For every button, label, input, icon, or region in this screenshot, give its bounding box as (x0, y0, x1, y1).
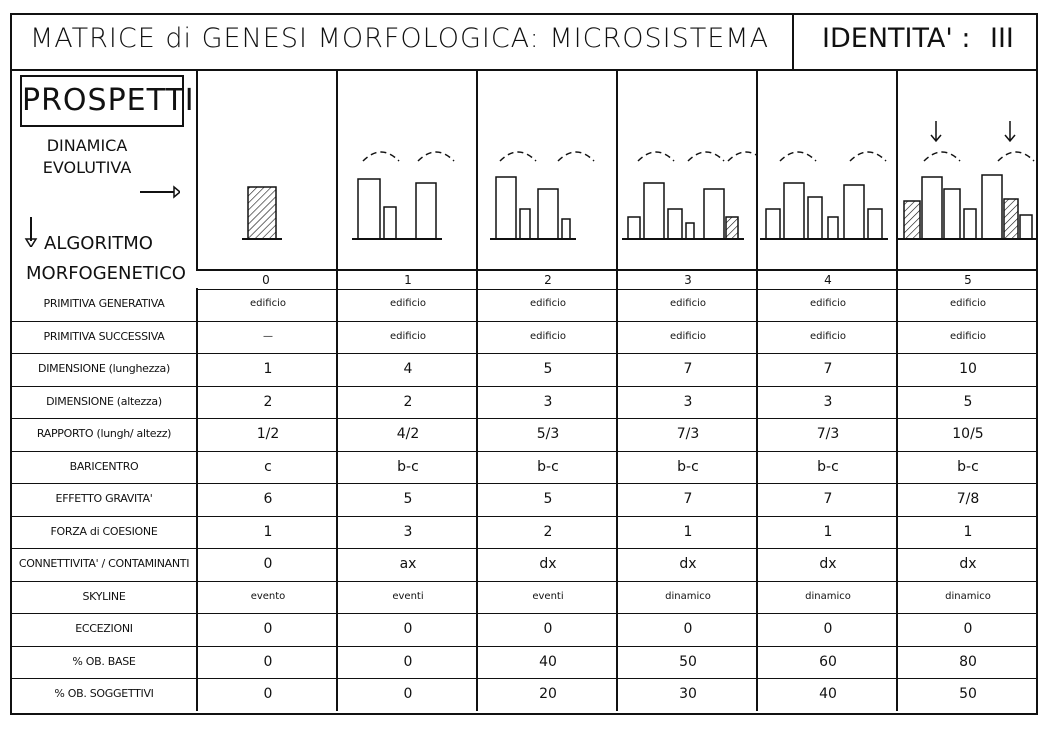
row-value-col-1: eventi (336, 581, 478, 614)
matrix-row (12, 483, 1036, 517)
row-value-col-3: edificio (616, 288, 758, 321)
matrix-row (12, 678, 1036, 711)
row-value-col-2: 20 (476, 678, 618, 711)
matrix-row (12, 386, 1036, 420)
gravity-arc (780, 152, 816, 161)
row-value-col-0: 1 (196, 353, 338, 386)
row-label: PRIMITIVA SUCCESSIVA (43, 329, 165, 343)
row-value-col-0: 0 (196, 646, 338, 679)
row-value-col-4: edificio (756, 321, 898, 354)
row-label: PRIMITIVA GENERATIVA (43, 297, 165, 310)
skyline-drawing-2 (478, 69, 618, 269)
building-2 (944, 189, 960, 239)
row-value-col-2: edificio (476, 321, 618, 354)
building-4 (982, 175, 1002, 239)
skyline-drawing-3 (618, 69, 758, 269)
row-label: RAPPORTO (lungh/ altezz) (36, 427, 172, 440)
building-0 (904, 201, 920, 239)
building-1 (922, 177, 942, 239)
building-0 (248, 187, 276, 239)
building-0 (358, 179, 380, 239)
row-value-col-0: 0 (196, 678, 338, 711)
row-value-col-0: 6 (196, 483, 338, 516)
row-label: % OB. BASE (72, 654, 136, 668)
row-value-col-5: dinamico (896, 581, 1038, 614)
gravity-arc (418, 152, 454, 161)
row-value-col-1: edificio (336, 288, 478, 321)
row-value-col-4: b-c (756, 451, 898, 484)
building-3 (562, 219, 570, 239)
building-4 (704, 189, 724, 239)
matrix-row (12, 321, 1036, 355)
building-2 (416, 183, 436, 239)
dinamica-line2: EVOLUTIVA (42, 158, 132, 177)
row-value-col-2: eventi (476, 581, 618, 614)
row-label: ECCEZIONI (75, 622, 133, 635)
building-5 (1004, 199, 1018, 239)
gravity-arc (728, 152, 758, 161)
row-value-col-3: 0 (616, 613, 758, 646)
building-1 (384, 207, 396, 239)
skyline-drawing-0 (198, 69, 338, 269)
skyline-sketch-5 (896, 69, 1038, 269)
row-value-col-0: 2 (196, 386, 338, 419)
building-5 (726, 217, 738, 239)
column-number-2: 2 (476, 271, 618, 289)
row-value-col-4: 40 (756, 678, 898, 711)
row-value-col-0: — (196, 321, 338, 354)
column-number-0: 0 (262, 273, 270, 287)
row-value-col-4: 1 (756, 516, 898, 549)
building-0 (628, 217, 640, 239)
matrix-row (12, 353, 1036, 387)
row-value-col-5: 0 (896, 613, 1038, 646)
row-value-col-5: 5 (896, 386, 1038, 419)
row-value-col-1: edificio (336, 321, 478, 354)
row-value-col-5: 50 (896, 678, 1038, 711)
row-value-col-5: 10 (896, 353, 1038, 386)
skyline-drawing-5 (898, 69, 1038, 269)
identity-box (792, 15, 1038, 69)
row-value-col-2: b-c (476, 451, 618, 484)
row-value-col-4: 7 (756, 483, 898, 516)
row-value-col-5: edificio (896, 321, 1038, 354)
row-value-col-3: 1 (616, 516, 758, 549)
skyline-drawing-1 (338, 69, 478, 269)
gravity-arc (924, 152, 960, 161)
gravity-arc (688, 152, 724, 161)
row-value-col-1: 0 (336, 678, 478, 711)
row-value-col-0: 1 (196, 516, 338, 549)
gravity-arc (998, 152, 1034, 161)
row-value-col-2: dx (476, 548, 618, 581)
row-value-col-3: 7 (616, 353, 758, 386)
matrix-row (12, 613, 1036, 647)
skyline-sketch-1 (336, 69, 478, 269)
dinamica-evolutiva-label (12, 135, 162, 179)
gravity-arc (638, 152, 674, 161)
building-0 (496, 177, 516, 239)
column-number-row (196, 269, 1036, 290)
row-value-col-2: 40 (476, 646, 618, 679)
row-value-col-5: 1 (896, 516, 1038, 549)
column-number-4: 4 (756, 271, 898, 289)
row-label: DIMENSIONE (lunghezza) (38, 362, 170, 375)
row-value-col-4: 60 (756, 646, 898, 679)
row-label: FORZA di COESIONE (50, 524, 158, 538)
building-1 (644, 183, 664, 239)
row-value-col-2: 2 (476, 516, 618, 549)
row-value-col-2: 5 (476, 353, 618, 386)
gravity-arc (558, 152, 594, 161)
row-value-col-3: 7 (616, 483, 758, 516)
row-value-col-1: 0 (336, 613, 478, 646)
skyline-drawing-4 (758, 69, 898, 269)
building-2 (808, 197, 822, 239)
title-row (12, 15, 1036, 71)
row-label: CONNETTIVITA' / CONTAMINANTI (18, 557, 190, 570)
row-value-col-1: ax (336, 548, 478, 581)
arrow-right-icon (140, 185, 180, 199)
row-value-col-0: 1/2 (196, 418, 338, 451)
row-value-col-1: b-c (336, 451, 478, 484)
row-value-col-4: dinamico (756, 581, 898, 614)
row-value-col-4: 0 (756, 613, 898, 646)
building-1 (520, 209, 530, 239)
building-4 (844, 185, 864, 239)
row-value-col-5: b-c (896, 451, 1038, 484)
row-value-col-1: 0 (336, 646, 478, 679)
building-3 (686, 223, 694, 239)
row-label: EFFETTO GRAVITA' (55, 492, 153, 505)
row-label: BARICENTRO (69, 459, 139, 473)
row-label: DIMENSIONE (altezza) (46, 394, 162, 408)
algoritmo-label (22, 229, 192, 289)
row-value-col-1: 4/2 (336, 418, 478, 451)
matrix-row (12, 646, 1036, 680)
matrix-row (12, 516, 1036, 550)
algoritmo-line2: MORFOGENETICO (26, 263, 186, 284)
building-3 (828, 217, 838, 239)
down-arrow-icon (1005, 121, 1015, 141)
row-value-col-3: dx (616, 548, 758, 581)
down-arrow-icon (931, 121, 941, 141)
matrix-row (12, 288, 1036, 322)
column-number-3: 3 (616, 271, 758, 289)
row-value-col-0: 0 (196, 548, 338, 581)
row-label: % OB. SOGGETTIVI (54, 687, 154, 700)
row-value-col-1: 3 (336, 516, 478, 549)
row-value-col-3: 3 (616, 386, 758, 419)
column-number-1: 1 (336, 271, 478, 289)
matrix-sheet (10, 13, 1038, 715)
skyline-sketch-2 (476, 69, 618, 269)
row-value-col-0: c (196, 451, 338, 484)
building-3 (964, 209, 976, 239)
row-value-col-4: dx (756, 548, 898, 581)
skyline-sketches (196, 69, 1036, 269)
matrix-row (12, 548, 1036, 582)
row-value-col-2: 5/3 (476, 418, 618, 451)
row-value-col-0: evento (196, 581, 338, 614)
building-2 (538, 189, 558, 239)
identity-value: III (990, 23, 1014, 54)
building-1 (784, 183, 804, 239)
skyline-sketch-0 (196, 69, 338, 269)
identity-label: IDENTITA' : (822, 23, 971, 54)
row-value-col-2: 3 (476, 386, 618, 419)
row-value-col-2: 5 (476, 483, 618, 516)
row-value-col-5: 80 (896, 646, 1038, 679)
building-6 (1020, 215, 1032, 239)
row-label: SKYLINE (82, 589, 126, 603)
gravity-arc (363, 152, 399, 161)
row-value-col-5: edificio (896, 288, 1038, 321)
dinamica-line1: DINAMICA (46, 136, 128, 155)
matrix-title: MATRICE di GENESI MORFOLOGICA: MICROSISTEMA (30, 23, 770, 54)
matrix-row (12, 418, 1036, 452)
building-0 (766, 209, 780, 239)
row-value-col-0: edificio (196, 288, 338, 321)
row-value-col-4: 3 (756, 386, 898, 419)
row-value-col-4: 7/3 (756, 418, 898, 451)
prospetti-label: PROSPETTI (20, 75, 184, 127)
matrix-row (12, 451, 1036, 485)
column-number-5: 5 (896, 271, 1038, 289)
row-value-col-5: 7/8 (896, 483, 1038, 516)
row-value-col-1: 4 (336, 353, 478, 386)
skyline-sketch-4 (756, 69, 898, 269)
row-value-col-0: 0 (196, 613, 338, 646)
row-value-col-1: 2 (336, 386, 478, 419)
row-value-col-2: edificio (476, 288, 618, 321)
row-value-col-3: b-c (616, 451, 758, 484)
row-value-col-2: 0 (476, 613, 618, 646)
row-value-col-3: 50 (616, 646, 758, 679)
gravity-arc (500, 152, 536, 161)
building-2 (668, 209, 682, 239)
row-value-col-4: 7 (756, 353, 898, 386)
row-value-col-3: dinamico (616, 581, 758, 614)
matrix-row (12, 581, 1036, 615)
left-header (12, 69, 196, 284)
building-5 (868, 209, 882, 239)
row-value-col-3: edificio (616, 321, 758, 354)
row-value-col-4: edificio (756, 288, 898, 321)
skyline-sketch-3 (616, 69, 758, 269)
row-value-col-3: 30 (616, 678, 758, 711)
row-value-col-5: 10/5 (896, 418, 1038, 451)
gravity-arc (850, 152, 886, 161)
row-value-col-5: dx (896, 548, 1038, 581)
row-value-col-3: 7/3 (616, 418, 758, 451)
row-value-col-1: 5 (336, 483, 478, 516)
algoritmo-line1: ALGORITMO (44, 233, 153, 254)
